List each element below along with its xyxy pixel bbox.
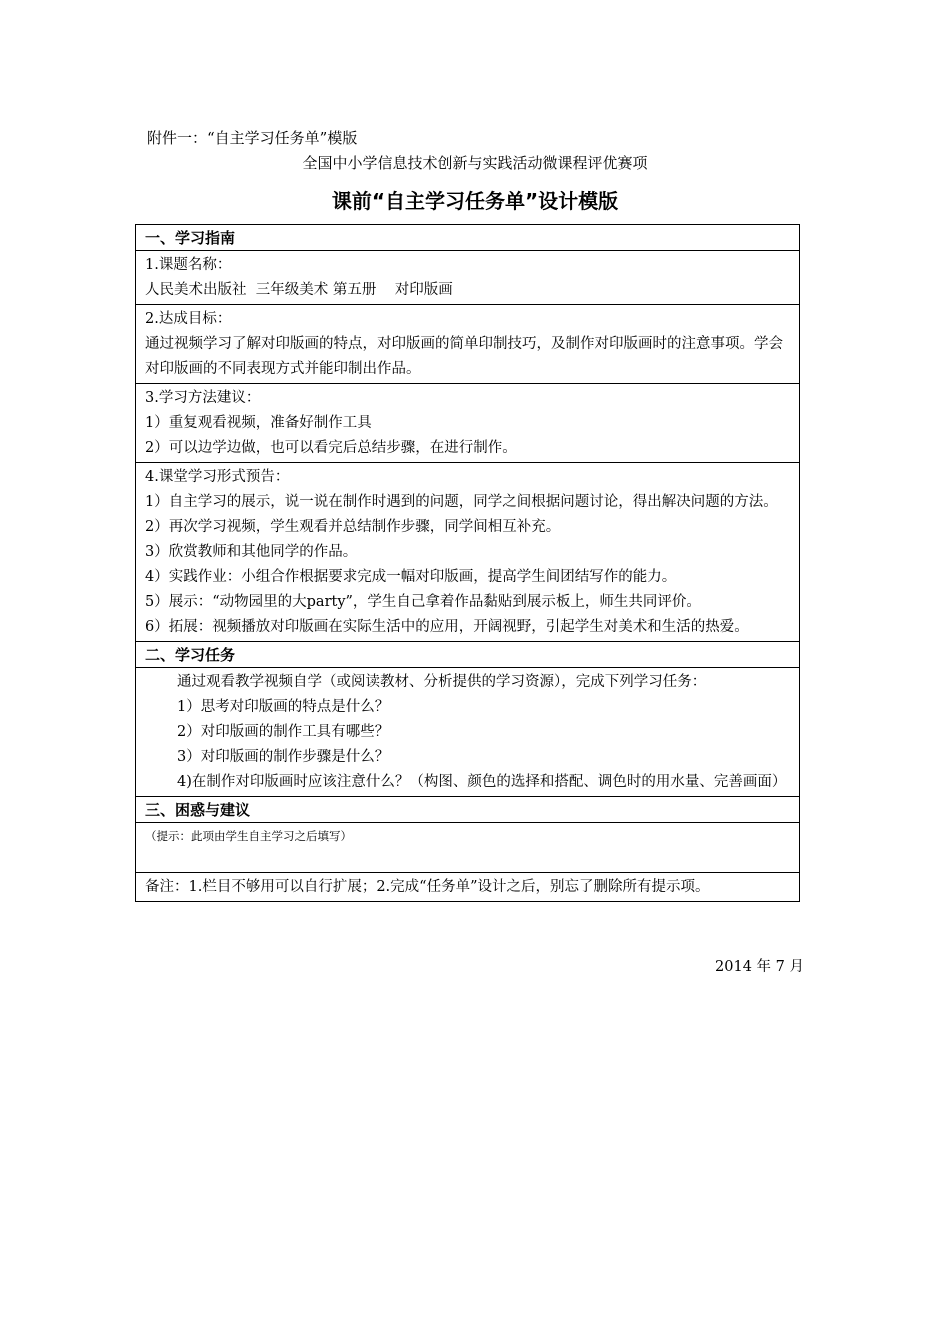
method-item: 1）重复观看视频，准备好制作工具 [145,415,372,431]
task-sheet-table [135,224,800,902]
class-form-label: 4.课堂学习形式预告： [145,469,290,485]
method-item: 2）可以边学边做，也可以看完后总结步骤，在进行制作。 [145,440,517,456]
task-item: 3）对印版画的制作步骤是什么？ [177,749,390,765]
section-learning-tasks-heading: 二、学习任务 [136,641,799,667]
topic-value: 人民美术出版社 三年级美术 第五册 对印版画 [145,282,453,298]
class-form-item: 1）自主学习的展示，说一说在制作时遇到的问题，同学之间根据问题讨论，得出解决问题的方法。 [145,494,778,510]
tasks-cell [136,667,799,796]
class-form-item: 3）欣赏教师和其他同学的作品。 [145,544,358,560]
questions-hint: （提示：此项由学生自主学习之后填写） [136,822,799,872]
class-form-item: 2）再次学习视频，学生观看并总结制作步骤，同学间相互补充。 [145,519,561,535]
class-form-cell [136,462,799,641]
method-label: 3.学习方法建议： [145,390,261,406]
task-item: 4)在制作对印版画时应该注意什么？（构图、颜色的选择和搭配、调色时的用水量、完善画面） [177,774,787,790]
goal-label: 2.达成目标： [145,311,232,327]
class-form-item: 6）拓展：视频播放对印版画在实际生活中的应用，开阔视野，引起学生对美术和生活的热爱。 [145,619,749,635]
section-questions-heading: 三、困惑与建议 [136,796,799,822]
class-form-item: 4）实践作业：小组合作根据要求完成一幅对印版画，提高学生间团结写作的能力。 [145,569,677,585]
tasks-intro: 通过观看教学视频自学（或阅读教材、分析提供的学习资源），完成下列学习任务： [177,674,707,690]
contest-title: 全国中小学信息技术创新与实践活动微课程评优赛项 [302,154,648,172]
attachment-label: 附件一：“自主学习任务单”模版 [147,129,358,147]
method-cell [136,383,799,462]
date-label: 2014 年 7 月 [715,959,804,975]
topic-label: 1.课题名称： [145,257,232,273]
goal-cell [136,304,799,383]
task-item: 1）思考对印版画的特点是什么？ [177,699,390,715]
task-item: 2）对印版画的制作工具有哪些？ [177,724,390,740]
topic-cell [136,250,799,304]
class-form-item: 5）展示：“动物园里的大party”，学生自己拿着作品黏贴到展示板上，师生共同评价。 [145,594,701,610]
page-title: 课前“自主学习任务单”设计模版 [331,189,619,213]
note-row: 备注：1.栏目不够用可以自行扩展；2.完成“任务单”设计之后，别忘了删除所有提示项。 [136,872,799,901]
goal-text: 通过视频学习了解对印版画的特点，对印版画的简单印制技巧，及制作对印版画时的注意事项。学会对印版画的不同表现方式并能印制出作品。 [145,336,783,377]
section-learning-guide-heading: 一、学习指南 [145,229,236,247]
